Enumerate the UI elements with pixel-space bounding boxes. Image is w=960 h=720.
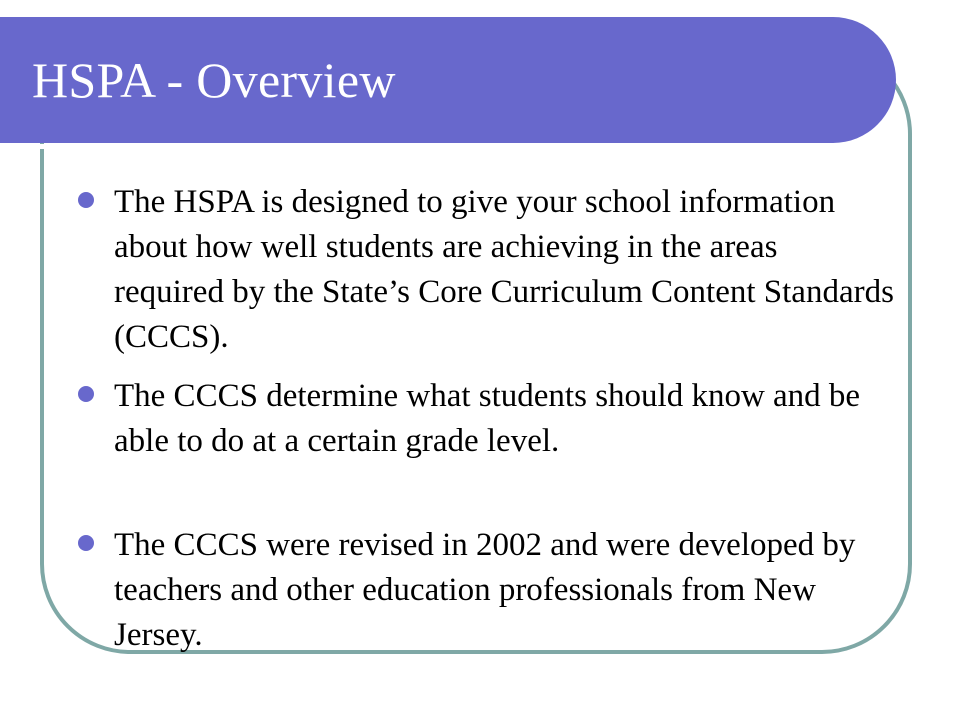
bullet-text: The HSPA is designed to give your school information about how well students are achieving in the areas required by the State’s Core Curriculum Content Standards (CCCS). (114, 184, 894, 355)
bullet-text: The CCCS were revised in 2002 and were developed by teachers and other education professionals from New Jersey. (114, 527, 856, 653)
slide-title: HSPA - Overview (32, 52, 396, 108)
bullet-dot-icon (78, 192, 94, 208)
bullet-dot-icon (78, 386, 94, 402)
bullet-text: The CCCS determine what students should know and be able to do at a certain grade level. (114, 378, 861, 459)
bullet-dot-icon (78, 535, 94, 551)
